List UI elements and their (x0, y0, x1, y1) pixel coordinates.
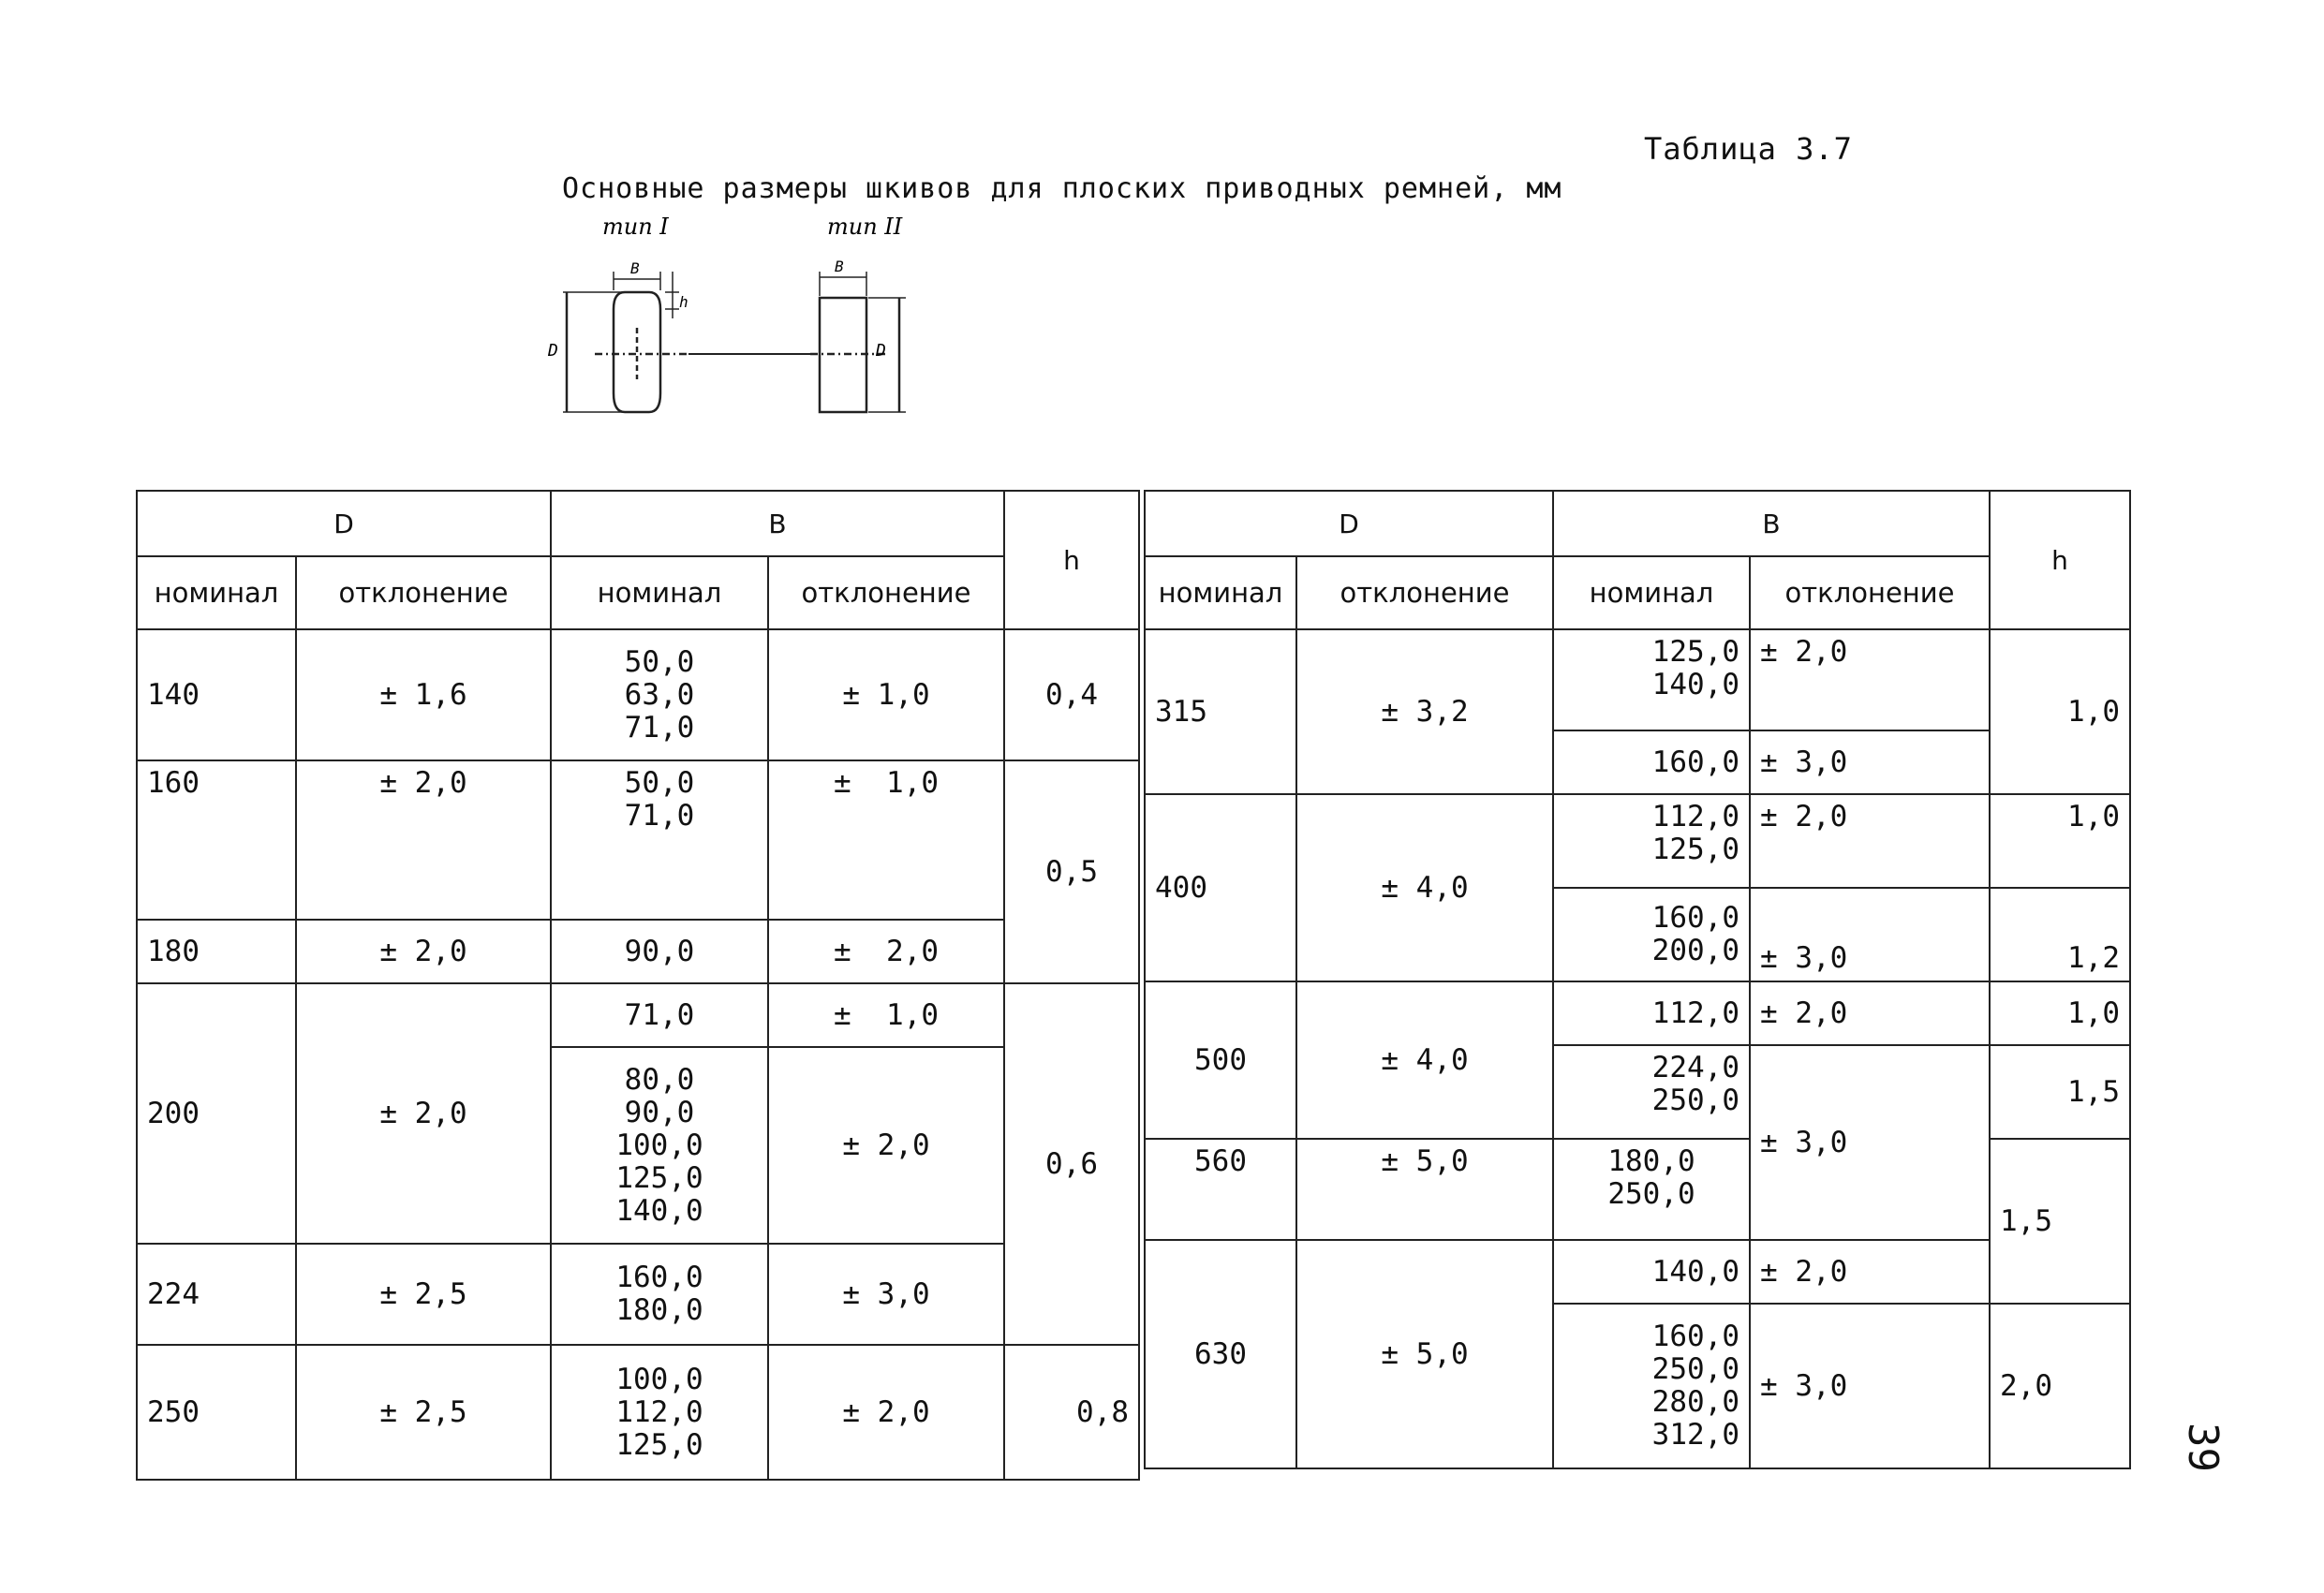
d-deviation-cell: ± 2,0 (296, 983, 551, 1244)
d-nominal-cell: 500 (1145, 981, 1296, 1139)
b-nominal-cell: 50,0 63,0 71,0 (551, 629, 768, 760)
pulley-type2-drawing (810, 272, 906, 412)
table-row (1145, 629, 2130, 730)
b-nominal-cell: 160,0 250,0 280,0 312,0 (1553, 1304, 1750, 1468)
table-row (137, 920, 1139, 983)
d-nominal-cell: 630 (1145, 1240, 1296, 1468)
table-row (137, 1345, 1139, 1480)
header-b-deviation: отклонение (768, 556, 1004, 629)
header-b: B (551, 491, 1004, 556)
d-deviation-cell: ± 4,0 (1296, 981, 1553, 1139)
header-h: h (1990, 491, 2130, 629)
b-nominal-cell: 50,0 71,0 (551, 760, 768, 920)
header-d-deviation: отклонение (1296, 556, 1553, 629)
header-d-deviation: отклонение (296, 556, 551, 629)
d-deviation-cell: ± 2,0 (296, 760, 551, 920)
h-cell: 1,2 (1990, 888, 2130, 981)
header-d-nominal: номинал (137, 556, 296, 629)
sketch-d-label-2: D (876, 341, 886, 361)
page-number: 39 (2178, 1423, 2227, 1472)
sketch-type2-label: тип II (827, 215, 903, 240)
d-nominal-cell: 400 (1145, 794, 1296, 981)
header-d: D (1145, 491, 1553, 556)
b-deviation-cell: ± 2,0 (1750, 1240, 1990, 1304)
d-nominal-cell: 315 (1145, 629, 1296, 794)
b-nominal-cell: 71,0 (551, 983, 768, 1047)
pulley-table-left (136, 490, 1140, 1481)
d-deviation-cell: ± 3,2 (1296, 629, 1553, 794)
d-nominal-cell: 160 (137, 760, 296, 920)
header-d-nominal: номинал (1145, 556, 1296, 629)
table-number: Таблица 3.7 (1644, 131, 1853, 167)
pulley-table-right (1144, 490, 2131, 1469)
d-nominal-cell: 224 (137, 1244, 296, 1345)
sketch-b-label-1: B (630, 259, 640, 277)
h-cell: 1,5 (1990, 1139, 2130, 1304)
b-nominal-cell: 112,0 (1553, 981, 1750, 1045)
table-row (137, 760, 1139, 920)
b-deviation-cell: ± 1,0 (768, 629, 1004, 760)
b-deviation-cell: ± 2,0 (1750, 981, 1990, 1045)
h-cell: 1,5 (1990, 1045, 2130, 1139)
b-deviation-cell: ± 2,0 (768, 920, 1004, 983)
d-deviation-cell: ± 2,5 (296, 1345, 551, 1480)
h-cell: 1,0 (1990, 981, 2130, 1045)
d-deviation-cell: ± 2,0 (296, 920, 551, 983)
b-nominal-cell: 112,0 125,0 (1553, 794, 1750, 888)
d-nominal-cell: 560 (1145, 1139, 1296, 1240)
sketch-d-label-1: D (548, 341, 558, 361)
h-cell: 2,0 (1990, 1304, 2130, 1468)
sketch-type1-label: тип I (602, 215, 669, 240)
table-title: Основные размеры шкивов для плоских приводных ремней, мм (562, 172, 1562, 205)
b-deviation-cell: ± 3,0 (1750, 730, 1990, 794)
table-row (1145, 981, 2130, 1045)
header-d: D (137, 491, 551, 556)
table-row (1145, 1240, 2130, 1304)
b-deviation-cell: ± 1,0 (768, 983, 1004, 1047)
b-nominal-cell: 140,0 (1553, 1240, 1750, 1304)
d-nominal-cell: 140 (137, 629, 296, 760)
b-deviation-cell: ± 2,0 (1750, 629, 1990, 730)
table-row (137, 983, 1139, 1047)
pulley-sketch (539, 215, 932, 421)
pulley-type1-drawing (563, 272, 688, 412)
d-nominal-cell: 180 (137, 920, 296, 983)
h-cell: 0,5 (1004, 760, 1139, 983)
sketch-h-label: h (679, 293, 688, 311)
h-cell: 1,0 (1990, 629, 2130, 794)
header-b-nominal: номинал (1553, 556, 1750, 629)
b-nominal-cell: 160,0 (1553, 730, 1750, 794)
b-nominal-cell: 160,0 180,0 (551, 1244, 768, 1345)
b-deviation-cell: ± 3,0 (1750, 1304, 1990, 1468)
b-nominal-cell: 180,0 250,0 (1553, 1139, 1750, 1240)
d-deviation-cell: ± 2,5 (296, 1244, 551, 1345)
b-nominal-cell: 90,0 (551, 920, 768, 983)
h-cell: 0,6 (1004, 983, 1139, 1345)
b-deviation-cell: ± 1,0 (768, 760, 1004, 920)
header-b-nominal: номинал (551, 556, 768, 629)
b-nominal-cell: 224,0 250,0 (1553, 1045, 1750, 1139)
d-deviation-cell: ± 4,0 (1296, 794, 1553, 981)
table-row (137, 1244, 1139, 1345)
table-row (1145, 794, 2130, 888)
d-nominal-cell: 250 (137, 1345, 296, 1480)
b-nominal-cell: 100,0 112,0 125,0 (551, 1345, 768, 1480)
b-deviation-cell: ± 3,0 (1750, 888, 1990, 981)
b-deviation-cell: ± 2,0 (768, 1047, 1004, 1244)
d-deviation-cell: ± 5,0 (1296, 1240, 1553, 1468)
header-h: h (1004, 491, 1139, 629)
b-nominal-cell: 160,0 200,0 (1553, 888, 1750, 981)
b-deviation-cell: ± 2,0 (1750, 794, 1990, 888)
b-deviation-cell: ± 3,0 (768, 1244, 1004, 1345)
h-cell: 0,8 (1004, 1345, 1139, 1480)
b-nominal-cell: 80,0 90,0 100,0 125,0 140,0 (551, 1047, 768, 1244)
d-nominal-cell: 200 (137, 983, 296, 1244)
b-deviation-cell: ± 3,0 (1750, 1045, 1990, 1240)
header-b-deviation: отклонение (1750, 556, 1990, 629)
d-deviation-cell: ± 5,0 (1296, 1139, 1553, 1240)
header-b: B (1553, 491, 1990, 556)
b-deviation-cell: ± 2,0 (768, 1345, 1004, 1480)
sketch-b-label-2: B (835, 258, 844, 275)
b-nominal-cell: 125,0 140,0 (1553, 629, 1750, 730)
table-row (137, 629, 1139, 760)
h-cell: 0,4 (1004, 629, 1139, 760)
h-cell: 1,0 (1990, 794, 2130, 888)
d-deviation-cell: ± 1,6 (296, 629, 551, 760)
